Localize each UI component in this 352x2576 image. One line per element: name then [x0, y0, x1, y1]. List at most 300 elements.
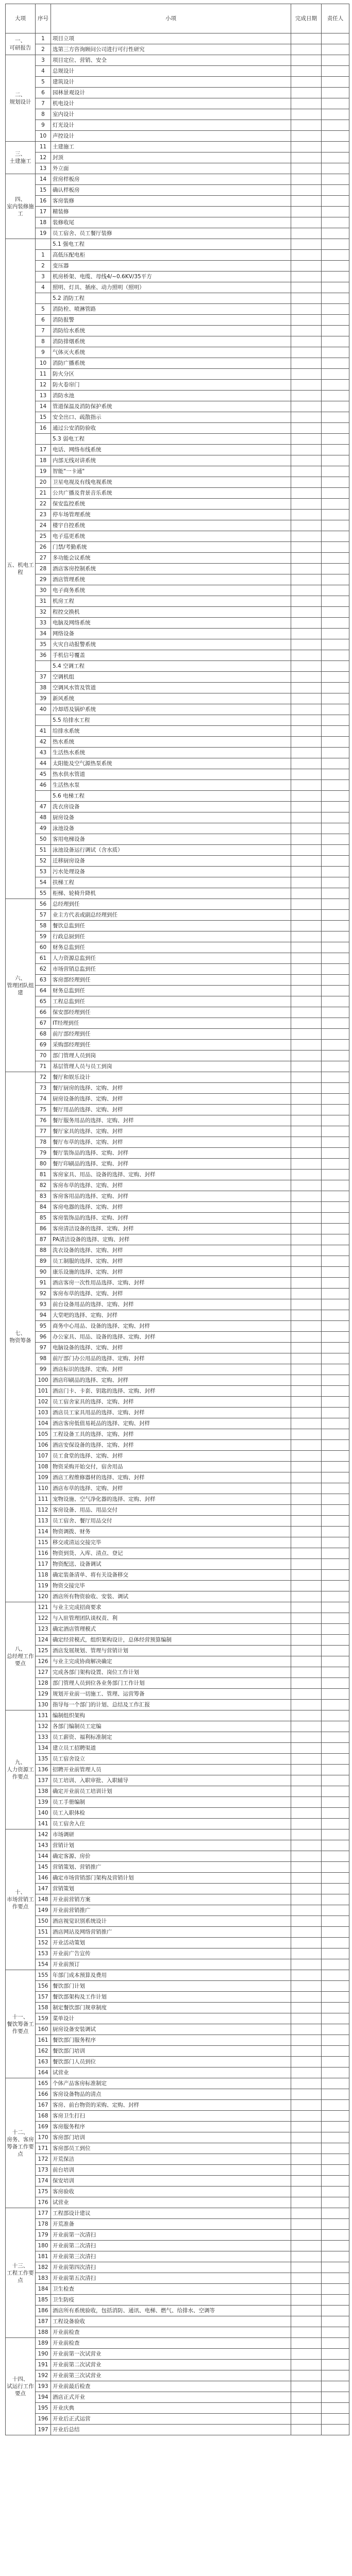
completion-date-cell[interactable] [291, 531, 322, 542]
completion-date-cell[interactable] [291, 1732, 322, 1743]
completion-date-cell[interactable] [291, 845, 322, 856]
responsible-person-cell[interactable] [322, 1646, 349, 1656]
responsible-person-cell[interactable] [322, 748, 349, 758]
completion-date-cell[interactable] [291, 196, 322, 207]
completion-date-cell[interactable] [291, 2338, 322, 2349]
responsible-person-cell[interactable] [322, 2251, 349, 2262]
responsible-person-cell[interactable] [322, 2089, 349, 2100]
responsible-person-cell[interactable] [322, 326, 349, 336]
completion-date-cell[interactable] [291, 1029, 322, 1040]
completion-date-cell[interactable] [291, 1829, 322, 1840]
responsible-person-cell[interactable] [322, 661, 349, 672]
responsible-person-cell[interactable] [322, 693, 349, 704]
completion-date-cell[interactable] [291, 207, 322, 217]
responsible-person-cell[interactable] [322, 1656, 349, 1667]
responsible-person-cell[interactable] [322, 2035, 349, 2046]
completion-date-cell[interactable] [291, 715, 322, 726]
responsible-person-cell[interactable] [322, 1213, 349, 1224]
completion-date-cell[interactable] [291, 1451, 322, 1462]
completion-date-cell[interactable] [291, 672, 322, 683]
responsible-person-cell[interactable] [322, 1115, 349, 1126]
responsible-person-cell[interactable] [322, 867, 349, 877]
completion-date-cell[interactable] [291, 520, 322, 531]
completion-date-cell[interactable] [291, 2219, 322, 2230]
completion-date-cell[interactable] [291, 596, 322, 607]
responsible-person-cell[interactable] [322, 1851, 349, 1862]
responsible-person-cell[interactable] [322, 1527, 349, 1537]
responsible-person-cell[interactable] [322, 596, 349, 607]
responsible-person-cell[interactable] [322, 888, 349, 899]
responsible-person-cell[interactable] [322, 726, 349, 737]
completion-date-cell[interactable] [291, 228, 322, 239]
responsible-person-cell[interactable] [322, 1126, 349, 1137]
completion-date-cell[interactable] [291, 2360, 322, 2370]
completion-date-cell[interactable] [291, 2100, 322, 2111]
responsible-person-cell[interactable] [322, 1202, 349, 1213]
completion-date-cell[interactable] [291, 120, 322, 131]
completion-date-cell[interactable] [291, 455, 322, 466]
responsible-person-cell[interactable] [322, 1105, 349, 1115]
responsible-person-cell[interactable] [322, 1992, 349, 2003]
responsible-person-cell[interactable] [322, 336, 349, 347]
responsible-person-cell[interactable] [322, 1948, 349, 1959]
responsible-person-cell[interactable] [322, 152, 349, 163]
completion-date-cell[interactable] [291, 1970, 322, 1981]
responsible-person-cell[interactable] [322, 1894, 349, 1905]
responsible-person-cell[interactable] [322, 369, 349, 380]
completion-date-cell[interactable] [291, 650, 322, 661]
completion-date-cell[interactable] [291, 931, 322, 942]
completion-date-cell[interactable] [291, 380, 322, 391]
completion-date-cell[interactable] [291, 1440, 322, 1451]
completion-date-cell[interactable] [291, 1072, 322, 1083]
completion-date-cell[interactable] [291, 1959, 322, 1970]
responsible-person-cell[interactable] [322, 607, 349, 618]
responsible-person-cell[interactable] [322, 120, 349, 131]
completion-date-cell[interactable] [291, 1992, 322, 2003]
responsible-person-cell[interactable] [322, 131, 349, 142]
responsible-person-cell[interactable] [322, 1159, 349, 1170]
responsible-person-cell[interactable] [322, 1570, 349, 1581]
completion-date-cell[interactable] [291, 434, 322, 445]
responsible-person-cell[interactable] [322, 1094, 349, 1105]
completion-date-cell[interactable] [291, 812, 322, 823]
responsible-person-cell[interactable] [322, 1072, 349, 1083]
responsible-person-cell[interactable] [322, 1927, 349, 1938]
completion-date-cell[interactable] [291, 1321, 322, 1332]
responsible-person-cell[interactable] [322, 2219, 349, 2230]
responsible-person-cell[interactable] [322, 834, 349, 845]
completion-date-cell[interactable] [291, 1256, 322, 1267]
completion-date-cell[interactable] [291, 131, 322, 142]
responsible-person-cell[interactable] [322, 704, 349, 715]
completion-date-cell[interactable] [291, 780, 322, 791]
responsible-person-cell[interactable] [322, 1353, 349, 1364]
responsible-person-cell[interactable] [322, 1418, 349, 1429]
responsible-person-cell[interactable] [322, 174, 349, 185]
completion-date-cell[interactable] [291, 769, 322, 780]
responsible-person-cell[interactable] [322, 1602, 349, 1613]
responsible-person-cell[interactable] [322, 2262, 349, 2273]
responsible-person-cell[interactable] [322, 380, 349, 391]
responsible-person-cell[interactable] [322, 639, 349, 650]
responsible-person-cell[interactable] [322, 2078, 349, 2089]
completion-date-cell[interactable] [291, 2230, 322, 2241]
responsible-person-cell[interactable] [322, 2273, 349, 2284]
responsible-person-cell[interactable] [322, 77, 349, 88]
completion-date-cell[interactable] [291, 1765, 322, 1775]
responsible-person-cell[interactable] [322, 477, 349, 488]
completion-date-cell[interactable] [291, 1234, 322, 1245]
responsible-person-cell[interactable] [322, 1191, 349, 1202]
responsible-person-cell[interactable] [322, 1289, 349, 1299]
completion-date-cell[interactable] [291, 250, 322, 261]
responsible-person-cell[interactable] [322, 1873, 349, 1884]
responsible-person-cell[interactable] [322, 715, 349, 726]
responsible-person-cell[interactable] [322, 542, 349, 553]
responsible-person-cell[interactable] [322, 2392, 349, 2403]
responsible-person-cell[interactable] [322, 683, 349, 693]
completion-date-cell[interactable] [291, 791, 322, 802]
responsible-person-cell[interactable] [322, 163, 349, 174]
responsible-person-cell[interactable] [322, 185, 349, 196]
completion-date-cell[interactable] [291, 2370, 322, 2381]
responsible-person-cell[interactable] [322, 1018, 349, 1029]
completion-date-cell[interactable] [291, 1418, 322, 1429]
completion-date-cell[interactable] [291, 1527, 322, 1537]
completion-date-cell[interactable] [291, 2403, 322, 2414]
completion-date-cell[interactable] [291, 217, 322, 228]
responsible-person-cell[interactable] [322, 1624, 349, 1635]
responsible-person-cell[interactable] [322, 1462, 349, 1472]
responsible-person-cell[interactable] [322, 2111, 349, 2122]
completion-date-cell[interactable] [291, 152, 322, 163]
completion-date-cell[interactable] [291, 1743, 322, 1754]
responsible-person-cell[interactable] [322, 2176, 349, 2187]
completion-date-cell[interactable] [291, 1472, 322, 1483]
responsible-person-cell[interactable] [322, 1245, 349, 1256]
completion-date-cell[interactable] [291, 1754, 322, 1765]
responsible-person-cell[interactable] [322, 2208, 349, 2219]
responsible-person-cell[interactable] [322, 488, 349, 499]
responsible-person-cell[interactable] [322, 1884, 349, 1894]
completion-date-cell[interactable] [291, 2035, 322, 2046]
responsible-person-cell[interactable] [322, 758, 349, 769]
responsible-person-cell[interactable] [322, 1959, 349, 1970]
completion-date-cell[interactable] [291, 1916, 322, 1927]
completion-date-cell[interactable] [291, 1624, 322, 1635]
completion-date-cell[interactable] [291, 2122, 322, 2132]
responsible-person-cell[interactable] [322, 2013, 349, 2024]
responsible-person-cell[interactable] [322, 1689, 349, 1700]
completion-date-cell[interactable] [291, 1570, 322, 1581]
responsible-person-cell[interactable] [322, 1278, 349, 1289]
completion-date-cell[interactable] [291, 1386, 322, 1397]
responsible-person-cell[interactable] [322, 802, 349, 812]
completion-date-cell[interactable] [291, 639, 322, 650]
completion-date-cell[interactable] [291, 369, 322, 380]
completion-date-cell[interactable] [291, 2381, 322, 2392]
completion-date-cell[interactable] [291, 1094, 322, 1105]
completion-date-cell[interactable] [291, 261, 322, 272]
completion-date-cell[interactable] [291, 1364, 322, 1375]
completion-date-cell[interactable] [291, 2003, 322, 2013]
completion-date-cell[interactable] [291, 1775, 322, 1786]
responsible-person-cell[interactable] [322, 239, 349, 250]
responsible-person-cell[interactable] [322, 2057, 349, 2067]
responsible-person-cell[interactable] [322, 2403, 349, 2414]
completion-date-cell[interactable] [291, 1483, 322, 1494]
responsible-person-cell[interactable] [322, 1083, 349, 1094]
completion-date-cell[interactable] [291, 2165, 322, 2176]
responsible-person-cell[interactable] [322, 2360, 349, 2370]
completion-date-cell[interactable] [291, 1797, 322, 1808]
responsible-person-cell[interactable] [322, 1581, 349, 1591]
completion-date-cell[interactable] [291, 737, 322, 748]
responsible-person-cell[interactable] [322, 282, 349, 293]
completion-date-cell[interactable] [291, 1353, 322, 1364]
responsible-person-cell[interactable] [322, 769, 349, 780]
completion-date-cell[interactable] [291, 1786, 322, 1797]
completion-date-cell[interactable] [291, 1267, 322, 1278]
responsible-person-cell[interactable] [322, 412, 349, 423]
completion-date-cell[interactable] [291, 163, 322, 174]
completion-date-cell[interactable] [291, 1948, 322, 1959]
responsible-person-cell[interactable] [322, 2122, 349, 2132]
completion-date-cell[interactable] [291, 975, 322, 986]
completion-date-cell[interactable] [291, 910, 322, 921]
responsible-person-cell[interactable] [322, 2306, 349, 2316]
completion-date-cell[interactable] [291, 2067, 322, 2078]
completion-date-cell[interactable] [291, 1819, 322, 1829]
completion-date-cell[interactable] [291, 77, 322, 88]
completion-date-cell[interactable] [291, 1689, 322, 1700]
responsible-person-cell[interactable] [322, 2295, 349, 2306]
completion-date-cell[interactable] [291, 2273, 322, 2284]
responsible-person-cell[interactable] [322, 1364, 349, 1375]
completion-date-cell[interactable] [291, 553, 322, 564]
responsible-person-cell[interactable] [322, 33, 349, 44]
responsible-person-cell[interactable] [322, 2143, 349, 2154]
completion-date-cell[interactable] [291, 1332, 322, 1343]
completion-date-cell[interactable] [291, 1591, 322, 1602]
responsible-person-cell[interactable] [322, 55, 349, 66]
responsible-person-cell[interactable] [322, 791, 349, 802]
completion-date-cell[interactable] [291, 802, 322, 812]
responsible-person-cell[interactable] [322, 1548, 349, 1559]
completion-date-cell[interactable] [291, 2284, 322, 2295]
completion-date-cell[interactable] [291, 856, 322, 867]
completion-date-cell[interactable] [291, 564, 322, 574]
responsible-person-cell[interactable] [322, 2316, 349, 2327]
completion-date-cell[interactable] [291, 1884, 322, 1894]
responsible-person-cell[interactable] [322, 585, 349, 596]
responsible-person-cell[interactable] [322, 347, 349, 358]
responsible-person-cell[interactable] [322, 780, 349, 791]
responsible-person-cell[interactable] [322, 1754, 349, 1765]
completion-date-cell[interactable] [291, 239, 322, 250]
completion-date-cell[interactable] [291, 1581, 322, 1591]
responsible-person-cell[interactable] [322, 1029, 349, 1040]
completion-date-cell[interactable] [291, 510, 322, 520]
responsible-person-cell[interactable] [322, 1678, 349, 1689]
completion-date-cell[interactable] [291, 66, 322, 77]
completion-date-cell[interactable] [291, 661, 322, 672]
responsible-person-cell[interactable] [322, 1451, 349, 1462]
responsible-person-cell[interactable] [322, 2349, 349, 2360]
responsible-person-cell[interactable] [322, 1916, 349, 1927]
completion-date-cell[interactable] [291, 2316, 322, 2327]
completion-date-cell[interactable] [291, 1894, 322, 1905]
completion-date-cell[interactable] [291, 574, 322, 585]
completion-date-cell[interactable] [291, 2132, 322, 2143]
completion-date-cell[interactable] [291, 748, 322, 758]
completion-date-cell[interactable] [291, 888, 322, 899]
responsible-person-cell[interactable] [322, 1721, 349, 1732]
completion-date-cell[interactable] [291, 953, 322, 964]
responsible-person-cell[interactable] [322, 1840, 349, 1851]
responsible-person-cell[interactable] [322, 109, 349, 120]
responsible-person-cell[interactable] [322, 899, 349, 910]
completion-date-cell[interactable] [291, 347, 322, 358]
completion-date-cell[interactable] [291, 1289, 322, 1299]
responsible-person-cell[interactable] [322, 196, 349, 207]
completion-date-cell[interactable] [291, 607, 322, 618]
completion-date-cell[interactable] [291, 758, 322, 769]
completion-date-cell[interactable] [291, 683, 322, 693]
responsible-person-cell[interactable] [322, 910, 349, 921]
completion-date-cell[interactable] [291, 1083, 322, 1094]
responsible-person-cell[interactable] [322, 629, 349, 639]
completion-date-cell[interactable] [291, 44, 322, 55]
responsible-person-cell[interactable] [322, 217, 349, 228]
responsible-person-cell[interactable] [322, 2132, 349, 2143]
completion-date-cell[interactable] [291, 1061, 322, 1072]
completion-date-cell[interactable] [291, 1105, 322, 1115]
responsible-person-cell[interactable] [322, 1591, 349, 1602]
responsible-person-cell[interactable] [322, 315, 349, 326]
completion-date-cell[interactable] [291, 445, 322, 455]
completion-date-cell[interactable] [291, 2414, 322, 2425]
completion-date-cell[interactable] [291, 2089, 322, 2100]
completion-date-cell[interactable] [291, 499, 322, 510]
completion-date-cell[interactable] [291, 2349, 322, 2360]
responsible-person-cell[interactable] [322, 1559, 349, 1570]
completion-date-cell[interactable] [291, 391, 322, 401]
responsible-person-cell[interactable] [322, 953, 349, 964]
completion-date-cell[interactable] [291, 1635, 322, 1646]
responsible-person-cell[interactable] [322, 2024, 349, 2035]
completion-date-cell[interactable] [291, 33, 322, 44]
responsible-person-cell[interactable] [322, 1386, 349, 1397]
completion-date-cell[interactable] [291, 2425, 322, 2435]
completion-date-cell[interactable] [291, 1202, 322, 1213]
completion-date-cell[interactable] [291, 98, 322, 109]
completion-date-cell[interactable] [291, 1494, 322, 1505]
responsible-person-cell[interactable] [322, 1137, 349, 1148]
completion-date-cell[interactable] [291, 315, 322, 326]
responsible-person-cell[interactable] [322, 1819, 349, 1829]
completion-date-cell[interactable] [291, 1408, 322, 1418]
responsible-person-cell[interactable] [322, 1440, 349, 1451]
completion-date-cell[interactable] [291, 488, 322, 499]
completion-date-cell[interactable] [291, 412, 322, 423]
completion-date-cell[interactable] [291, 423, 322, 434]
responsible-person-cell[interactable] [322, 2100, 349, 2111]
completion-date-cell[interactable] [291, 1137, 322, 1148]
completion-date-cell[interactable] [291, 1516, 322, 1527]
completion-date-cell[interactable] [291, 336, 322, 347]
responsible-person-cell[interactable] [322, 553, 349, 564]
responsible-person-cell[interactable] [322, 1786, 349, 1797]
responsible-person-cell[interactable] [322, 1234, 349, 1245]
completion-date-cell[interactable] [291, 2013, 322, 2024]
completion-date-cell[interactable] [291, 2251, 322, 2262]
completion-date-cell[interactable] [291, 1537, 322, 1548]
completion-date-cell[interactable] [291, 726, 322, 737]
completion-date-cell[interactable] [291, 272, 322, 282]
completion-date-cell[interactable] [291, 1808, 322, 1819]
completion-date-cell[interactable] [291, 2392, 322, 2403]
completion-date-cell[interactable] [291, 2046, 322, 2057]
responsible-person-cell[interactable] [322, 1516, 349, 1527]
completion-date-cell[interactable] [291, 996, 322, 1007]
responsible-person-cell[interactable] [322, 401, 349, 412]
responsible-person-cell[interactable] [322, 2067, 349, 2078]
completion-date-cell[interactable] [291, 2241, 322, 2251]
responsible-person-cell[interactable] [322, 931, 349, 942]
completion-date-cell[interactable] [291, 1548, 322, 1559]
completion-date-cell[interactable] [291, 185, 322, 196]
completion-date-cell[interactable] [291, 618, 322, 629]
responsible-person-cell[interactable] [322, 44, 349, 55]
responsible-person-cell[interactable] [322, 1970, 349, 1981]
responsible-person-cell[interactable] [322, 2338, 349, 2349]
responsible-person-cell[interactable] [322, 672, 349, 683]
completion-date-cell[interactable] [291, 834, 322, 845]
completion-date-cell[interactable] [291, 1851, 322, 1862]
completion-date-cell[interactable] [291, 2197, 322, 2208]
responsible-person-cell[interactable] [322, 499, 349, 510]
responsible-person-cell[interactable] [322, 391, 349, 401]
completion-date-cell[interactable] [291, 1905, 322, 1916]
responsible-person-cell[interactable] [322, 1483, 349, 1494]
completion-date-cell[interactable] [291, 823, 322, 834]
completion-date-cell[interactable] [291, 877, 322, 888]
responsible-person-cell[interactable] [322, 1472, 349, 1483]
responsible-person-cell[interactable] [322, 434, 349, 445]
responsible-person-cell[interactable] [322, 1938, 349, 1948]
completion-date-cell[interactable] [291, 1018, 322, 1029]
responsible-person-cell[interactable] [322, 964, 349, 975]
completion-date-cell[interactable] [291, 942, 322, 953]
responsible-person-cell[interactable] [322, 1862, 349, 1873]
responsible-person-cell[interactable] [322, 2241, 349, 2251]
completion-date-cell[interactable] [291, 1397, 322, 1408]
completion-date-cell[interactable] [291, 466, 322, 477]
completion-date-cell[interactable] [291, 1343, 322, 1353]
responsible-person-cell[interactable] [322, 996, 349, 1007]
completion-date-cell[interactable] [291, 986, 322, 996]
responsible-person-cell[interactable] [322, 1429, 349, 1440]
completion-date-cell[interactable] [291, 358, 322, 369]
completion-date-cell[interactable] [291, 1938, 322, 1948]
responsible-person-cell[interactable] [322, 2197, 349, 2208]
responsible-person-cell[interactable] [322, 358, 349, 369]
responsible-person-cell[interactable] [322, 1700, 349, 1710]
completion-date-cell[interactable] [291, 1840, 322, 1851]
responsible-person-cell[interactable] [322, 1256, 349, 1267]
